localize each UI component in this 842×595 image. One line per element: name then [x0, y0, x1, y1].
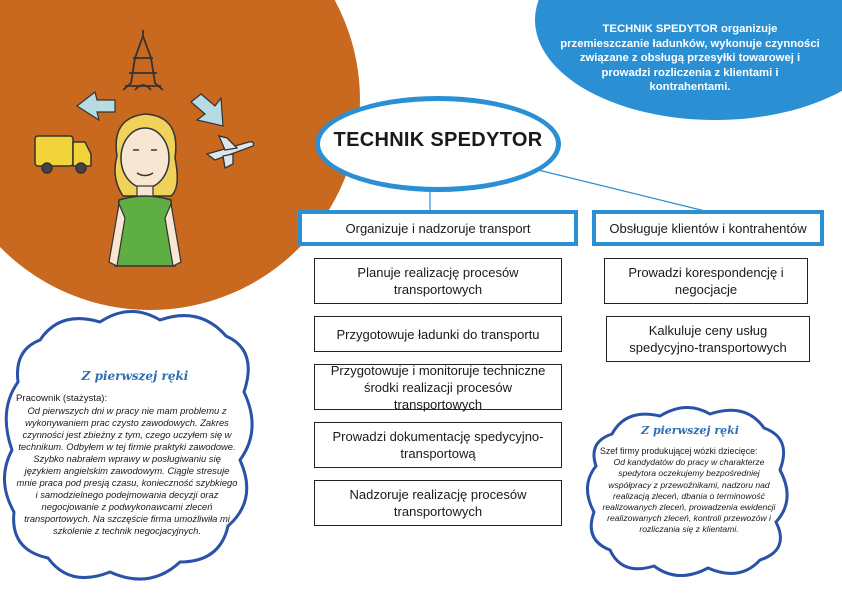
airplane-icon — [207, 136, 254, 168]
task-label: Prowadzi dokumentację spedycyjno-transportową — [332, 429, 544, 461]
quote-left-person: Pracownik (stażysta): — [16, 393, 108, 404]
category-transport — [298, 210, 578, 246]
task-label: Prowadzi korespondencję i negocjacje — [628, 265, 784, 297]
task-box — [606, 316, 810, 362]
quote-right-person: Szef firmy produkującej wózki dziecięce: — [600, 446, 758, 456]
page-title: TECHNIK SPEDYTOR — [333, 129, 543, 151]
quote-left-title: Z pierwszej ręki — [81, 369, 189, 383]
quote-left-body — [16, 393, 238, 537]
task-label: Nadzoruje realizację procesów transportowych — [349, 487, 527, 519]
category-clients — [592, 210, 824, 246]
task-box — [314, 316, 562, 352]
illustration — [25, 28, 265, 278]
category-label: Obsługuje klientów i kontrahentów — [609, 220, 807, 236]
task-box — [314, 480, 562, 526]
task-box — [314, 422, 562, 468]
task-label: Przygotowuje ładunki do transportu — [336, 326, 540, 342]
task-label: Planuje realizację procesów transportowych — [357, 265, 519, 297]
quote-right-body — [600, 446, 778, 536]
description-text: TECHNIK SPEDYTOR organizuje przemieszczanie ładunków, wykonuje czynności związane z obsługą przesyłki towarowej i prowadzi rozliczenia z klientami i kontrahentami. — [560, 23, 820, 93]
category-label: Organizuje i nadzoruje transport — [345, 220, 531, 236]
truck-icon — [35, 136, 91, 173]
quote-right-text: Od kandydatów do pracy w charakterze spedytora oczekujemy bezpośredniej współpracy z przewoźnikami, nadzoru nad realizacją zleceń, dbania o terminowość realizowanych zleceń, prowadzenia ewidencji realizowanych zleceń, kontroli przewozów i rozliczania się z klientami. — [602, 457, 776, 535]
woman-figure — [109, 114, 181, 266]
eiffel-tower-icon — [123, 30, 163, 90]
task-box — [604, 258, 808, 304]
task-box — [314, 364, 562, 410]
quote-left-text: Od pierwszych dni w pracy nie mam problemu z wykonywaniem prac czysto zawodowych. Zakres czynności jest zbieżny z tym, czego uczyłem się w technikum. Odbyłem w tej firmie praktyki zawodowe. Szybko nabrałem wprawy w posługiwaniu się językiem angielskim zawodowym. Ciągle stresuje mnie praca pod presją czasu, konieczność szybkiego i samodzielnego podejmowania decyzji oraz negocjowanie z podwykonawcami zleceń transportowych. Na szczęście firma umożliwiła mi szkolenie z technik negocjacyjnych. — [16, 405, 238, 536]
task-label: Kalkuluje ceny usług spedycyjno-transportowych — [629, 323, 787, 355]
quote-right-title: Z pierwszej ręki — [641, 424, 739, 437]
task-label: Przygotowuje i monitoruje techniczne środki realizacji procesów transportowych — [330, 362, 546, 412]
task-box — [314, 258, 562, 304]
